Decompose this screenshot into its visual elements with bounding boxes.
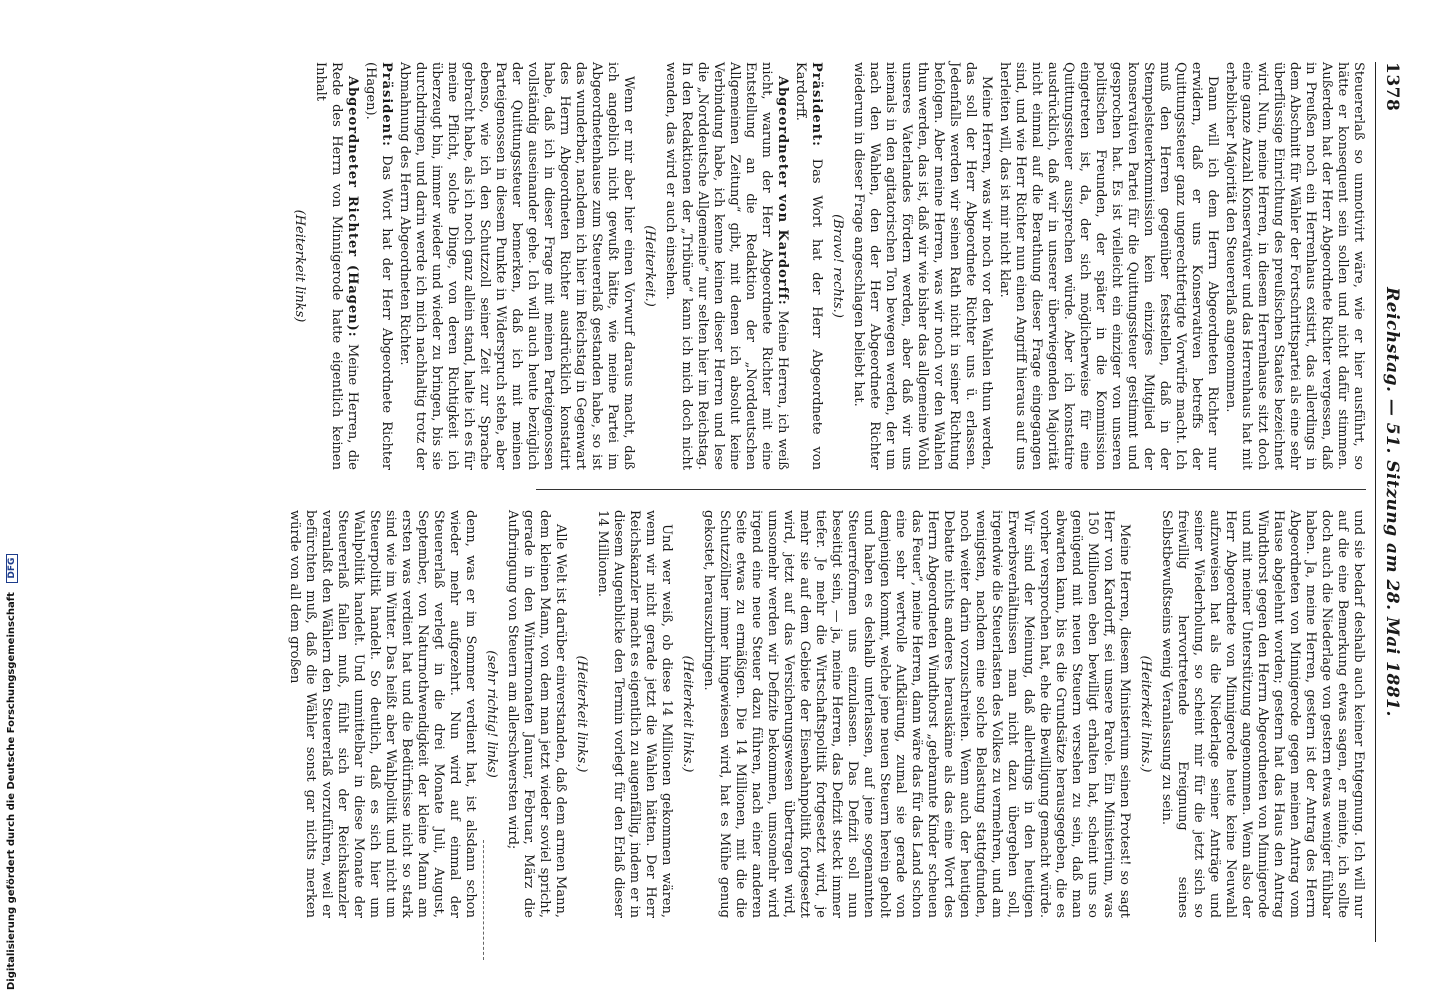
paragraph-text: und sie bedarf deshalb auch keiner Entgegnung. Ich will nur auf die eine Bemerkung etwas sagen, er meinte, ich sollte doch auch die Niederlage von gestern etwas weniger fühlbar haben. Ja, meine Herren, gestern ist der Antrag des Herrn Abgeordneten von Minnigerode gegen meinen Antrag vom Hause abgelehnt worden; gestern hat das Haus den Antrag Windthorst gegen den Herrn Abgeordneten von Minnigerode und mit meiner Unterstützung angenommen. Wenn also der Herr Abgeordnete von Minnigerode heute keine Neuwahl aufzuweisen hat als die Niederlage seiner Anträge und seiner Wiederholung, so scheint mir für die jetzt sich so freiwillig hervortretende Ereignung seines Selbstbewußtseins wenig Veranlassung zu sein. xyxy=(1159,510,1366,918)
paragraph-text: Wenn er mir aber hier einen Vorwurf daraus macht, daß ich angeblich nicht gewußt hätte, wie meine Partei im Abgeordnetenhause zum Steuererlaß gestanden habe, so ist das wunderbar, nachdem ich hier im Reichstag in Gegenwart des Herrn Abgeordneten Richter ausdrücklich konstatirt habe, daß ich in dieser Frage mit meinen Parteigenossen vollständig auseinander gehe. Ich will auch heute bezüglich der Quittungssteuer bemerken, daß ich mit meinen Parteigenossen in diesem Punkte in Widerspruch stehe, aber ebenso, wie ich den Schutzzoll seiner Zeit zur Sprache gebracht habe, als ich noch ganz allein stand, halte ich es für meine Pflicht, solche Dinge, von deren Richtigkeit ich überzeugt bin, immer wieder und wieder zu bringen, bis sie durchdringen, und darin werde ich mich nachhaltig trotz der Abmahnung des Herrn Abgeordneten Richter. xyxy=(397,62,636,470)
paragraph xyxy=(594,510,674,918)
interjection: (Bravo! rechts.) xyxy=(830,214,845,318)
paragraph-text: Das Wort hat der Herr Abgeordnete Richter (Hagen). xyxy=(363,62,394,470)
digitization-note xyxy=(6,554,18,990)
paragraph-text: Und wer weiß, ob diese 14 Millionen gekommen wären, wenn wir nicht gerade jetzt die Wahlen hätten. Der Herr Reichskanzler macht es eigentlich zu augenfällig, indem er in diesem Augenblicke den Termin vorlegt für den Erlaß dieser 14 Millionen. xyxy=(595,510,674,918)
page-header xyxy=(1375,62,1402,942)
paragraph-text: Das Wort hat der Herr Abgeordnete von Kardorff. xyxy=(793,62,824,470)
paragraph-text: Meine Herren, diesem Ministerium seinen Protest! so sagt Herr von Kardorff, sei unsere Parole. Ein Ministerium, was 150 Millionen eben bewilligt erhalten hat, scheint uns so genügend mit neuen Steuern versehen zu sein, daß man abwarten kann, bis es die Grundsätze herausgegeben, die es vorher versprochen hat, ehe die Bewilligung gemacht würde. Wir sind der Meinung, daß allerdings in den heutigen Erwerbsverhältnissen man nicht dazu übergehen soll, irgendwie die Steuerlasten des Volkes zu vermehren, und am wenigsten, nachdem eine solche Belastung stattgefunden, noch weiter darin vorzuschreiten. Wenn auch der heutigen Debatte nichts anderes herauskäme als das eine Wort des Herrn Abgeordneten Windthorst „gebrannte Kinder scheuen das Feuer“, meine Herren, dann wäre das für das Land schon eine sehr wertvolle Aufklärung, zumal sie gerade von demjenigen kommt, welche jene neuen Steuern herein geholt und haben es deshalb unterlassen, auf jene sogenannten Steuerreformen uns einzulassen. Das Defizit soll nun beseitigt sein, — ja, meine Herren, das Defizit steckt immer tiefer. Je mehr die Wirtschaftspolitik fortgesetzt wird, je mehr sie auf dem Gebiete der Eisenbahnpolitik fortgesetzt wird, jetzt auf das Versicherungswesen übertragen wird, umsomehr werden wir Defizite bekommen, umsomehr wird irgend eine neue Steuer dazu führen, nach einer anderen Seite etwas zu ermäßigen. Die 14 Millionen, mit die die Schutzzöllner immer hingewiesen wird, hat es Mühe genug gekostet, herauszubringen. xyxy=(701,510,1132,918)
paragraph-text: Meine Herren, ich weiß nicht, warum der Herr Abgeordnete Richter mit eine Entstellung an die Redaktion der „Norddeutschen Allgemeinen Zeitung“ gibt, mit denen ich absolut keine Verbindung habe, ich kenne keinen dieser Herren und lese die „Norddeutsche Allgemeine“ nur selten hier im Reichstag. In den Redaktionen der „Tribüne“ kann ich mich doch nicht wenden, das wird er auch einsehen. xyxy=(663,62,790,471)
speaker-label: Präsident: xyxy=(379,62,394,147)
digitization-text: Digitalisierung gefördert durch die Deutsche Forschungsgemeinschaft xyxy=(6,592,17,990)
right-text-column xyxy=(287,510,1366,918)
paragraph-text: Dann will ich dem Herrn Abgeordneten Richter nur erwidern, daß er uns Konservativen betreffs der Quittungssteuer ganz ungerechtfertigte Vorwürfe macht. Ich muß den Herren gegenüber feststellen, daß in der Stempelsteuerkommission kein einziges Mitglied der konservativen Partei für die Quittungssteuer gestimmt und gesprochen hat. Es ist vielleicht ein einziger von unseren politischen Freunden, der später in die Kommission eingetreten ist, da, der sich möglicherweise für eine Quittungssteuer aussprechen würde. Aber ich konstatire ausdrücklich, daß wir in unserer überwiegenden Majorität nicht einmal auf die Berathung dieser Frage eingegangen sind, und wie Herr Richter nun einen Angriff hieraus auf uns herleiten will, das ist mir nicht klar. xyxy=(997,62,1220,470)
paragraph xyxy=(850,62,994,470)
paragraph-text: Steuererlaß so unmotivirt wäre, wie er hier ausführt, so hätte er konsequent sein sollen und nicht dafür stimmen. Außerdem hat der Herr Abgeordnete Richter vergessen, daß in Preußen noch ein Herrenhaus existirt, das allerdings in dem Abschnitt für Wähler der Fortschrittspartei als eine sehr überflüssige Einrichtung des preußischen Staates bezeichnet wird. Nun, meine Herren, in diesem Herrenhause sitzt doch eine ganze Anzahl Konservativer und das Herrenhaus hat mit erheblicher Majorität den Steuererlaß angenommen. xyxy=(1223,62,1366,470)
paragraph-text: Meine Herren, die Rede des Herrn von Minnigerode hatte eigentlich keinen Inhalt xyxy=(313,62,360,470)
paragraph xyxy=(700,510,1132,918)
speaker-label: Präsident: xyxy=(809,62,824,147)
paragraph-text: denn, was er im Sommer verdient hat, ist alsdann schon wieder mehr aufgezehrt. Nun wird auf einmal der Steuererlaß verlegt in die drei Monate Juli, August, September, von Naturnothwendigkeit der kleine Mann am ersten was verdient hat und die Bedürfnisse nicht so stark sind wie im Winter. Das heißt aber Wahlpolitik und nicht um Steuerpolitik handelt. So deutlich, daß es sich hier um Wahlpolitik handelt. Und unmittelbar in diese Monate der Steuererlaß fallen muß, fühlt sich der Reichskanzler veranlaßt den Wählern den Steuererlaß vorzuführen, weil er befürchten muß, daß die Wähler sonst gar nichts merken würde von all dem großen xyxy=(287,510,478,918)
paragraph xyxy=(286,510,478,918)
speaker-label: Abgeordneter von Kardorff: xyxy=(775,76,790,306)
paragraph xyxy=(996,62,1220,470)
paragraph xyxy=(396,62,636,470)
interjection: (Heiterkeit.) xyxy=(642,225,657,307)
paragraph-text: Alle Welt ist darüber einverstanden, daß dem armen Mann, dem kleinen Mann, von dem man jetzt wieder soviel spricht, gerade in den Wintermonaten Januar, Februar, März die Aufbringung von Steuern am allerschwersten wird; xyxy=(505,510,568,918)
interjection: (Heiterkeit links.) xyxy=(574,655,589,773)
column-divider xyxy=(536,489,1366,490)
paragraph xyxy=(362,62,394,470)
interjection: (Heiterkeit links) xyxy=(292,209,307,323)
dfg-logo: DFG xyxy=(6,554,18,583)
left-text-column xyxy=(292,62,1366,471)
paragraph xyxy=(662,62,790,470)
speaker-label: Abgeordneter Richter (Hagen): xyxy=(345,76,360,338)
paragraph xyxy=(792,62,824,470)
interjection: (sehr richtig! links) xyxy=(484,650,499,778)
interjection: (Heiterkeit links.) xyxy=(1138,655,1153,773)
footer-rule xyxy=(481,840,484,960)
interjection: (Heiterkeit links.) xyxy=(680,655,695,773)
paragraph-text: Meine Herren, was wir noch vor den Wahlen thun werden, das soll der Herr Abgeordnete Richter uns ü. erlassen. Jedenfalls werden wir seinen Rath nicht in seiner Richtung befolgen. Aber meine Herren, was wir noch vor den Wahlen thun werden, das ist, daß wir wie bisher das allgemeine Wohl unseres Vaterlandes fördern werden, aber daß wir uns niemals in den agitatorischen Ton bewegen werden, der um nach den Wahlen, den der Herr Abgeordnete Richter wiederum in dieser Frage angeschlagen beliebt hat. xyxy=(851,62,994,470)
paragraph xyxy=(312,62,360,470)
page-number: 1378 xyxy=(1382,62,1402,112)
paragraph xyxy=(504,510,568,918)
paragraph xyxy=(1222,62,1366,470)
paragraph xyxy=(1158,510,1366,918)
page-title: Reichstag. — 51. Sitzung am 28. Mai 1881. xyxy=(1382,287,1402,717)
